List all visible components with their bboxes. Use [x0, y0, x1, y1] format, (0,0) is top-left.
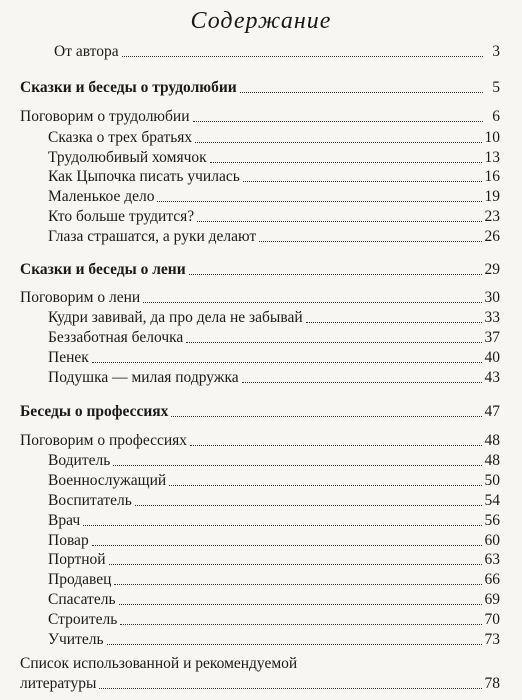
toc-leader	[135, 505, 482, 506]
toc-entry-title: Портной	[48, 551, 106, 568]
toc-entry-page: 33	[484, 309, 500, 326]
toc-entry	[48, 348, 500, 368]
toc-entry-page: 30	[484, 289, 500, 306]
toc-entry	[48, 128, 500, 148]
toc-entry	[48, 630, 500, 650]
toc-entry-title: литературы	[20, 675, 97, 692]
toc-leader	[195, 142, 481, 143]
page-title: Содержание	[190, 8, 332, 34]
toc-leader	[189, 274, 482, 275]
toc-entry	[48, 610, 500, 630]
toc-leader	[259, 241, 481, 242]
toc-entry-title: Продавец	[48, 571, 112, 588]
toc-entry	[48, 308, 500, 328]
toc-entry	[20, 107, 500, 127]
toc-section-title: Сказки и беседы о лени	[20, 261, 186, 278]
toc-literature-line: Список использованной и рекомендуемой	[20, 655, 298, 672]
toc-entry-title: Спасатель	[48, 591, 116, 608]
toc-entry-page: 23	[484, 208, 500, 225]
toc-leader	[120, 624, 481, 625]
toc-entry-page: 63	[484, 551, 500, 568]
toc-section-title: Беседы о профессиях	[20, 403, 169, 420]
toc-entry-title: Поговорим о профессиях	[20, 432, 188, 449]
toc-entry-title: Врач	[48, 512, 81, 529]
toc-leader	[186, 342, 481, 343]
toc-entry-page: 69	[484, 591, 500, 608]
toc-entry	[48, 531, 500, 551]
toc-leader	[210, 162, 482, 163]
toc-entry-page: 26	[484, 228, 500, 245]
toc-leader	[92, 362, 482, 363]
toc-entry-title: Повар	[48, 532, 89, 549]
toc-section	[20, 78, 500, 98]
toc-leader	[169, 485, 481, 486]
toc-entry-title: Военнослужащий	[48, 472, 167, 489]
toc-leader	[193, 121, 484, 122]
toc-entry-title: Учитель	[48, 631, 104, 648]
toc-leader	[114, 584, 481, 585]
toc-entry	[54, 42, 500, 62]
toc-entry	[48, 491, 500, 511]
toc-entry-page: 40	[484, 349, 500, 366]
toc-entry	[48, 167, 500, 187]
toc-leader	[109, 564, 482, 565]
toc-entry-page: 37	[484, 329, 500, 346]
toc-entry	[20, 674, 500, 694]
toc-leader	[171, 416, 481, 417]
toc-section	[20, 402, 500, 422]
toc-entry-page: 3	[492, 43, 500, 60]
toc-entry-page: 70	[484, 611, 500, 628]
toc-leader	[107, 644, 482, 645]
toc-entry-page: 60	[484, 532, 500, 549]
toc-entry-title: От автора	[54, 43, 119, 60]
toc-entry-title: Глаза страшатся, а руки делают	[48, 228, 257, 245]
toc-entry-title: Кто больше трудится?	[48, 208, 195, 225]
toc-leader	[113, 465, 481, 466]
toc-entry-title: Сказка о трех братьях	[48, 129, 193, 146]
toc-leader	[240, 92, 483, 93]
toc-entry	[48, 451, 500, 471]
toc-entry	[48, 590, 500, 610]
toc-entry-page: 78	[484, 675, 500, 692]
toc-section-title: Сказки и беседы о трудолюбии	[20, 79, 237, 96]
toc-entry-page: 10	[484, 129, 500, 146]
toc-entry-title: Поговорим о трудолюбии	[20, 108, 190, 125]
toc-entry-page: 48	[484, 452, 500, 469]
toc-entry	[48, 328, 500, 348]
toc-entry-page: 48	[484, 432, 500, 449]
toc-entry-page: 66	[484, 571, 500, 588]
toc-leader	[242, 382, 482, 383]
toc-leader	[119, 604, 482, 605]
toc-entry-page: 19	[484, 188, 500, 205]
toc-entry-page: 13	[484, 149, 500, 166]
toc-entry	[48, 511, 500, 531]
toc-leader	[197, 221, 481, 222]
toc-entry-title: Кудри завивай, да про дела не забывай	[48, 309, 303, 326]
toc-entry-title: Подушка — милая подружка	[48, 369, 239, 386]
toc-entry	[48, 570, 500, 590]
toc-entry-title: Пенек	[48, 349, 89, 366]
toc-entry	[48, 227, 500, 247]
toc-leader	[83, 525, 481, 526]
toc-entry-title: Поговорим о лени	[20, 289, 141, 306]
toc-entry-title: Беззаботная белочка	[48, 329, 184, 346]
toc-entry-page: 5	[492, 79, 500, 96]
toc-entry-title: Как Цыпочка писать училась	[48, 168, 240, 185]
toc-entry-page: 50	[484, 472, 500, 489]
toc-leader	[243, 181, 482, 182]
toc-entry	[48, 368, 500, 388]
toc-leader	[99, 688, 481, 689]
toc-leader	[143, 302, 481, 303]
toc-entry-title: Воспитатель	[48, 492, 132, 509]
toc-entry-page: 54	[484, 492, 500, 509]
toc-entry	[48, 471, 500, 491]
toc-entry	[48, 550, 500, 570]
toc-entry-page: 73	[484, 631, 500, 648]
toc-entry-title: Маленькое дело	[48, 188, 155, 205]
toc-leader	[306, 322, 482, 323]
toc-entry	[48, 207, 500, 227]
toc-leader	[190, 445, 481, 446]
toc-entry-page: 47	[484, 403, 500, 420]
toc-leader	[157, 201, 481, 202]
toc-entry	[48, 148, 500, 168]
toc-entry-page: 29	[484, 261, 500, 278]
toc-entry	[48, 187, 500, 207]
toc-leader	[122, 56, 483, 57]
toc-entry-page: 6	[492, 108, 500, 125]
toc-entry-page: 16	[484, 168, 500, 185]
toc-entry-page: 43	[484, 369, 500, 386]
toc-leader	[92, 545, 482, 546]
toc-entry	[20, 288, 500, 308]
toc-entry-page: 56	[484, 512, 500, 529]
toc-entry-title: Трудолюбивый хомячок	[48, 149, 207, 166]
toc-entry	[20, 431, 500, 451]
toc-entry-title: Строитель	[48, 611, 118, 628]
toc-section	[20, 260, 500, 280]
toc-entry-title: Водитель	[48, 452, 111, 469]
